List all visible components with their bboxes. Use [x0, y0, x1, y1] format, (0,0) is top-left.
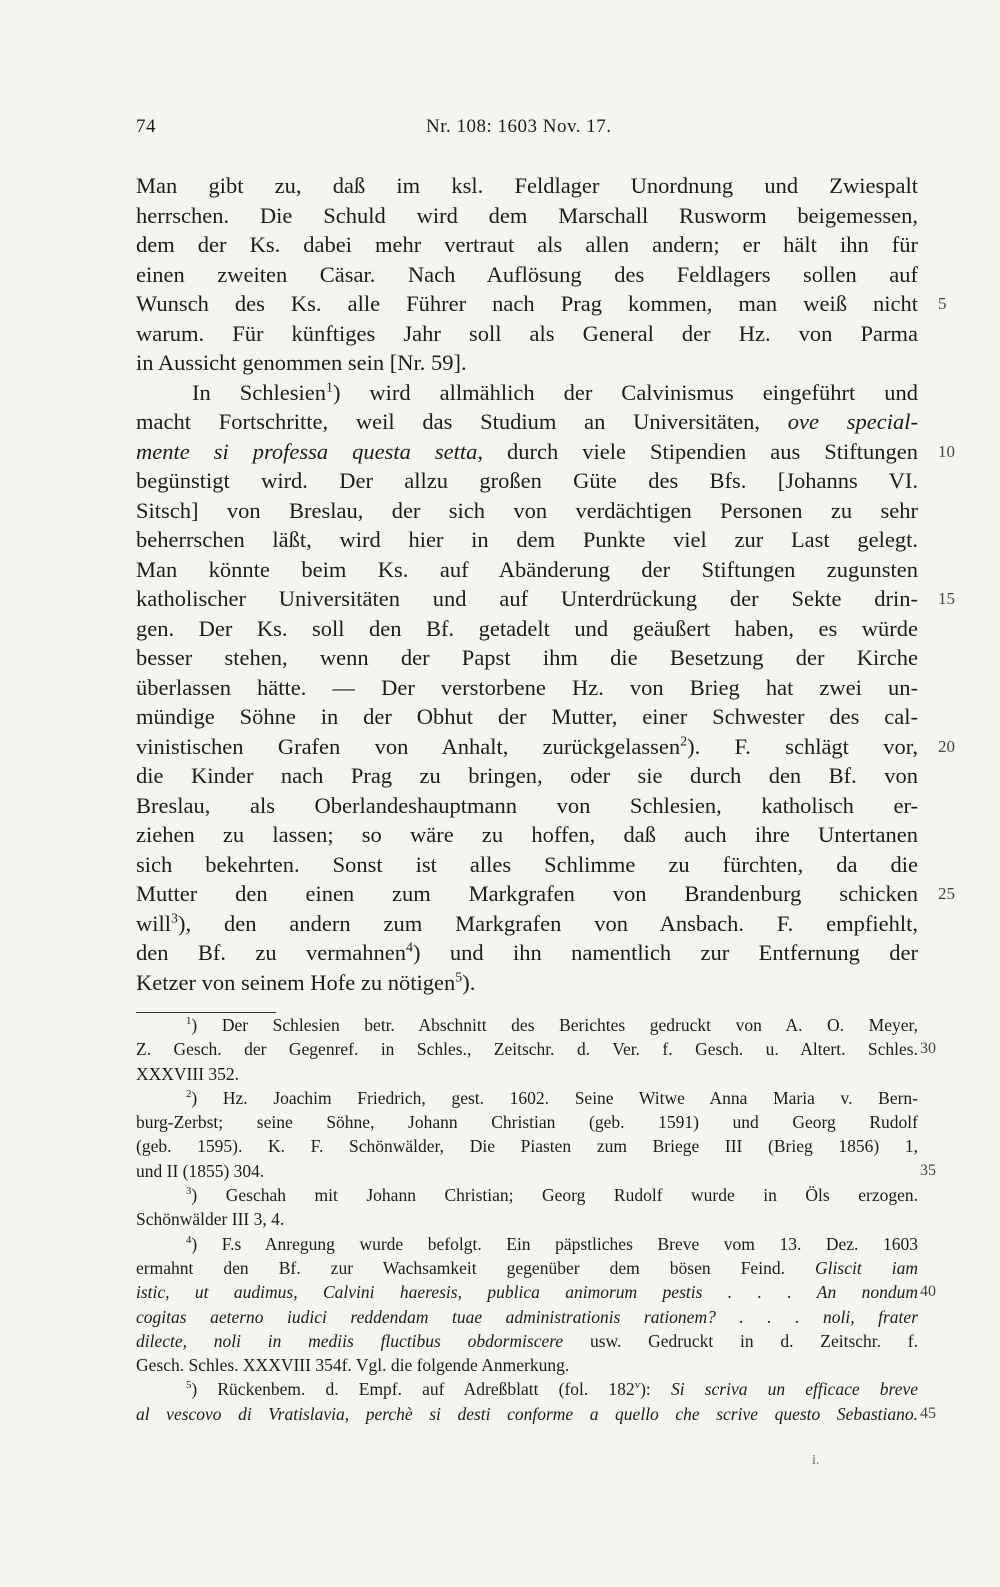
text-line: mente si professa questa setta, durch viele Stipendien aus Stiftungen 10 [136, 437, 918, 467]
footnote-ref: 5 [455, 970, 463, 985]
footnote-line: cogitas aeterno iudici reddendam tuae administrationis rationem? . . . noli, frater [136, 1306, 918, 1327]
text-line: Breslau, als Oberlandeshauptmann von Schlesien, katholisch er- [136, 792, 918, 818]
footnote-ref: 4 [406, 940, 413, 956]
text-line: Man könnte beim Ks. auf Abänderung der Stiftungen zugunsten [136, 556, 918, 582]
footnote-ref: 1 [325, 380, 333, 395]
text-line: besser stehen, wenn der Papst ihm die Besetzung der Kirche [136, 645, 918, 670]
footnote-marker: 5 [186, 1379, 192, 1392]
footnote-line: $^2$) Hz. Joachim Friedrich, gest. 1602. Seine Witwe Anna Maria v. Bern- [186, 1087, 918, 1108]
footnote-line: Schönwälder III 3, 4. [136, 1209, 285, 1230]
line-number: 30 [920, 1040, 936, 1058]
text-line: sich bekehrten. Sonst ist alles Schlimme zu fürchten, da die [136, 851, 918, 877]
text-line: Mutter den einen zum Markgrafen von Brandenburg schicken 25 [136, 879, 918, 909]
text-line: vinistischen Grafen von Anhalt, zurückgelassen$^2$). F. schlägt vor, 20 [136, 732, 918, 762]
line-number: 25 [938, 884, 955, 903]
main-text [136, 171, 955, 997]
text-line: den Bf. zu vermahnen$^4$) und ihn namentlich zur Entfernung der [136, 940, 918, 965]
text-line: will$^3$), den andern zum Markgrafen von Ansbach. F. empfiehlt, [136, 910, 918, 936]
line-number: 20 [938, 736, 955, 756]
text-line: ziehen zu lassen; so wäre zu hoffen, daß auch ihre Untertanen [136, 822, 918, 847]
text-line: Wunsch des Ks. alle Führer nach Prag kommen, man weiß nicht 5 [136, 289, 918, 319]
text-line: katholischer Universitäten und auf Unterdrückung der Sekte drin- 15 [136, 584, 918, 614]
text-line: beherrschen läßt, wird hier in dem Punkte viel zur Last gelegt. [136, 527, 918, 552]
text-line: warum. Für künftiges Jahr soll als General der Hz. von Parma [136, 320, 918, 346]
footnote-ref: 3 [171, 911, 178, 926]
footnote-line: $^3$) Geschah mit Johann Christian; Georg Rudolf wurde in Öls erzogen. [186, 1185, 918, 1206]
footnote-line: ermahnt den Bf. zur Wachsamkeit gegenüber dem bösen Feind. Gliscit iam [136, 1257, 918, 1278]
text-line: herrschen. Die Schuld wird dem Marschall Rusworm beigemessen, [136, 202, 918, 228]
header-title: Nr. 108: 1603 Nov. 17. [426, 116, 612, 137]
footnote-line: dilecte, noli in mediis fluctibus obdormiscere usw. Gedruckt in d. Zeitschr. f. [136, 1330, 918, 1351]
footnote-ref: 2 [680, 734, 688, 749]
footnote-line: Gesch. Schles. XXXVIII 354f. Vgl. die folgende Anmerkung. [136, 1355, 570, 1376]
text-line: Man gibt zu, daß im ksl. Feldlager Unordnung und Zwiespalt [136, 173, 918, 198]
line-number: 10 [938, 441, 955, 461]
footnote-line: $^1$) Der Schlesien betr. Abschnitt des Berichtes gedruckt von A. O. Meyer, [186, 1015, 918, 1035]
footnote-marker: 1 [186, 1015, 192, 1028]
text-line: begünstigt wird. Der allzu großen Güte des Bfs. [Johanns VI. [136, 468, 918, 493]
text-line: gen. Der Ks. soll den Bf. getadelt und geäußert haben, es würde [136, 615, 918, 641]
text-line: einen zweiten Cäsar. Nach Auflösung des Feldlagers sollen auf [136, 261, 918, 287]
footnote-marker: 3 [186, 1185, 192, 1198]
text-line: die Kinder nach Prag zu bringen, oder sie durch den Bf. von [136, 763, 918, 788]
footnote-marker: 2 [186, 1088, 192, 1101]
line-number: 35 [920, 1161, 936, 1179]
text-line: in Aussicht genommen sein [Nr. 59]. [136, 350, 467, 375]
footnote-line: (geb. 1595). K. F. Schönwälder, Die Piasten zum Briege III (Brieg 1856) 1, [136, 1136, 918, 1157]
footnote-line: Z. Gesch. der Gegenref. in Schles., Zeitschr. d. Ver. f. Gesch. u. Altert. Schles. 30 [136, 1037, 918, 1061]
text-line: Sitsch] von Breslau, der sich von verdächtigen Personen zu sehr [136, 497, 918, 523]
text-line: überlassen hätte. — Der verstorbene Hz. von Brieg hat zwei un- [136, 674, 918, 700]
line-number: 40 [920, 1283, 936, 1301]
corner-mark: i. [812, 1453, 820, 1468]
text-line: dem der Ks. dabei mehr vertraut als allen andern; er hält ihn für [136, 232, 918, 257]
footnote-line: burg-Zerbst; seine Söhne, Johann Christian (geb. 1591) und Georg Rudolf [136, 1112, 918, 1133]
footnote-line: $^5$) Rückenbem. d. Empf. auf Adreßblatt (fol. 182$^v$): Si scriva un efficace breve [186, 1379, 919, 1400]
line-number: 5 [938, 294, 947, 313]
line-number: 45 [920, 1404, 936, 1422]
footnote-line: istic, ut audimus, Calvini haeresis, publica animorum pestis . . . An nondum 40 [136, 1280, 918, 1304]
footnote-line: XXXVIII 352. [136, 1063, 240, 1084]
footnote-marker: 4 [186, 1233, 192, 1246]
text-line: mündige Söhne in der Obhut der Mutter, einer Schwester des cal- [136, 704, 918, 729]
footnote-line: $^4$) F.s Anregung wurde befolgt. Ein päpstliches Breve vom 13. Dez. 1603 [186, 1233, 918, 1254]
text-line: macht Fortschritte, weil das Studium an Universitäten, ove special- [136, 409, 918, 434]
line-number: 15 [938, 589, 955, 608]
footnote-line: al vescovo di Vratislavia, perchè si desti conforme a quello che scrive questo Sebastiano. 45 [136, 1402, 918, 1426]
footnote-line: und II (1855) 304. 35 [136, 1159, 918, 1183]
page-number: 74 [136, 116, 156, 137]
footnotes [136, 1013, 936, 1426]
text-line: In Schlesien$^1$) wird allmählich der Calvinismus eingeführt und [192, 379, 918, 405]
text-line: Ketzer von seinem Hofe zu nötigen$^5$). [136, 969, 476, 995]
